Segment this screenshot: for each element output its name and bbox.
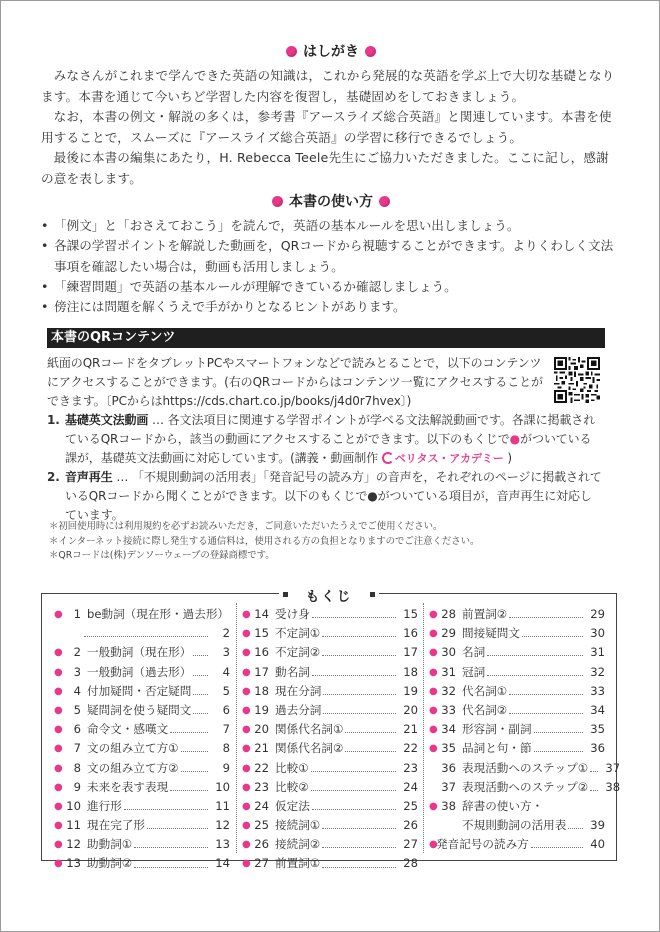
- toc-leader-dots: [124, 809, 208, 810]
- toc-entry[interactable]: [429, 739, 605, 758]
- toc-page-number: 30: [590, 626, 605, 641]
- toc-entry-title: 現在分詞: [275, 683, 322, 698]
- toc-entry-title: 前置詞②: [462, 607, 508, 621]
- toc-bullet-icon: ●: [429, 666, 438, 678]
- toc-entry-number: 6: [73, 722, 81, 737]
- toc-page-number: 33: [590, 683, 605, 698]
- usage-item: • 「例文」と「おさえておこう」を読んで，英語の基本ルールを思い出しましょう。: [41, 216, 621, 236]
- pink-dot-icon: [365, 46, 376, 57]
- toc-entry-number: 10: [66, 798, 81, 813]
- toc-leader-dots: [311, 771, 396, 772]
- veritas-academy-logo: [382, 452, 504, 465]
- toc-bullet-icon: ●: [242, 781, 251, 793]
- toc-leader-dots: [323, 713, 396, 714]
- toc-page-number: 7: [222, 722, 230, 737]
- qr-item-text: … 「不規則動詞の活用表」「発音記号の読み方」の音声を，それぞれのページに掲載されているQRコードから聞くことができます。以下のもくじで●がついている項目が，音声再生に対応しています。: [65, 470, 602, 522]
- toc-entry-number: 21: [254, 741, 269, 756]
- toc-entry-title: be動詞（現在形・過去形）: [87, 607, 230, 621]
- toc-bullet-icon: ●: [54, 666, 63, 678]
- preface-section: [41, 41, 621, 189]
- qr-note: ＊インターネット接続に際し発生する通信料は，使用される方の負担となりますのでご注意ください。: [49, 535, 480, 547]
- toc-leader-dots: [147, 828, 208, 829]
- toc-bullet-icon: ●: [429, 609, 438, 620]
- toc-page-number: 9: [222, 760, 230, 775]
- qr-item-label: 音声再生: [65, 470, 113, 484]
- toc-entry-number: 36: [441, 760, 456, 775]
- toc-leader-dots: [311, 790, 396, 791]
- toc-entry-title: 文の組み立て方②: [87, 760, 179, 775]
- toc-bullet-icon: ●: [242, 743, 251, 755]
- toc-entry-number: 38: [441, 798, 456, 813]
- qr-notes: [49, 520, 609, 564]
- toc-entry-title: 発音記号の読み方: [436, 837, 529, 852]
- toc-bullet-icon: ●: [54, 704, 63, 716]
- toc-entry[interactable]: [242, 701, 418, 720]
- toc-bullet-icon: [429, 816, 436, 835]
- toc-leader-dots: [170, 790, 208, 791]
- usage-item: • 「練習問題」で英語の基本ルールが理解できているか確認しましょう。: [41, 277, 621, 297]
- toc-entry[interactable]: [54, 835, 230, 854]
- toc-page-number: 6: [222, 702, 230, 717]
- toc-entry[interactable]: [54, 720, 230, 739]
- toc-entry[interactable]: [54, 759, 230, 778]
- toc-page-number: 35: [590, 722, 605, 737]
- toc-bullet-icon: ●: [54, 800, 63, 812]
- toc-entry[interactable]: [54, 624, 230, 643]
- toc-entry-title: 代名詞①: [462, 683, 508, 698]
- toc-entry-number: 20: [254, 722, 269, 737]
- toc-leader-dots: [181, 771, 208, 772]
- toc-entry-title: 動名詞: [275, 664, 310, 679]
- toc-column-divider: [236, 603, 237, 853]
- toc-leader-dots: [193, 713, 208, 714]
- toc-bullet-icon: ●: [242, 762, 251, 774]
- toc-column-divider: [423, 603, 424, 853]
- toc-entry-title: 命令文・感嘆文: [87, 722, 169, 737]
- toc-leader-dots: [134, 867, 208, 868]
- toc-entry-title: 名詞: [462, 645, 486, 660]
- toc-entry-title: 疑問詞を使う疑問文: [87, 702, 192, 717]
- toc-bullet-icon: ●: [242, 685, 251, 697]
- toc-entry-number: 1: [73, 607, 81, 621]
- toc-page-number: 26: [403, 818, 418, 833]
- toc-entry[interactable]: [242, 605, 418, 624]
- toc-entry-title: 接続詞②: [275, 837, 321, 852]
- toc-bullet-icon: ●: [54, 781, 63, 793]
- toc-entry-number: 24: [254, 798, 269, 813]
- toc-page-number: 32: [590, 664, 605, 679]
- toc-entry-number: 19: [254, 702, 269, 717]
- toc-bullet-icon: ●: [242, 724, 251, 736]
- toc-entry-title: 辞書の使い方・: [462, 798, 544, 813]
- toc-bullet-icon: [429, 759, 436, 778]
- toc-leader-dots: [134, 847, 208, 848]
- toc-entry-number: 22: [254, 760, 269, 775]
- toc-entry[interactable]: [429, 643, 605, 662]
- toc-entry-number: 28: [441, 607, 456, 621]
- qr-item-text: がついている課が，基礎英文法動画に対応しています。(講義・動画制作: [65, 432, 592, 465]
- toc-entry-number: 18: [254, 683, 269, 698]
- pink-dot-icon: [272, 196, 283, 207]
- toc-entry[interactable]: [429, 663, 605, 682]
- toc-bullet-icon: ●: [54, 820, 63, 832]
- toc-entry-number: 31: [441, 664, 456, 679]
- usage-item: • 傍注には問題を解くうえで手がかりとなるヒントがあります。: [41, 297, 621, 317]
- toc-leader-dots: [534, 751, 583, 752]
- preface-heading: [41, 41, 621, 63]
- toc-entry[interactable]: [242, 854, 418, 873]
- toc-entry-number: 4: [73, 683, 81, 698]
- qr-item-text: ): [503, 451, 512, 465]
- toc-entry-title: 間接疑問文: [462, 626, 520, 641]
- toc-entry[interactable]: [429, 759, 621, 778]
- toc-page-number: 15: [403, 607, 418, 621]
- toc-bullet-icon: ●: [242, 858, 251, 870]
- toc-entry-title: 表現活動へのステップ①: [462, 760, 589, 775]
- qr-item-video: [47, 411, 603, 468]
- toc-page-number: 29: [590, 607, 605, 621]
- toc-entry-title: 関係代名詞①: [275, 722, 344, 737]
- toc-leader-dots: [193, 655, 208, 656]
- usage-item: • 各課の学習ポイントを解説した動画を，QRコードから視聴することができます。よりくわしく文法事項を確認したい場合は，動画も活用しましょう。: [41, 236, 621, 277]
- toc-entry[interactable]: [429, 682, 605, 701]
- toc-leader-dots: [531, 847, 583, 848]
- toc-leader-dots: [509, 617, 583, 618]
- toc-entry[interactable]: [429, 835, 605, 854]
- toc-bullet-icon: ●: [54, 743, 63, 755]
- toc-bullet-icon: ●: [429, 704, 438, 716]
- toc-entry-title: 未来を表す表現: [87, 779, 169, 794]
- toc-entry[interactable]: [54, 778, 230, 797]
- toc-entry-title: 受け身: [275, 607, 310, 621]
- toc-page-number: 34: [590, 702, 605, 717]
- toc-entry-number: 23: [254, 779, 269, 794]
- toc-entry-title: 品詞と句・節: [462, 741, 532, 756]
- pink-dot-icon: [379, 196, 390, 207]
- toc-entry-number: 27: [254, 856, 269, 871]
- toc-entry-title: 一般動詞（現在形）: [87, 645, 192, 660]
- toc-entry-title: 形容詞・副詞: [462, 722, 532, 737]
- toc-bullet-icon: ●: [429, 839, 438, 851]
- toc-entry-number: 7: [73, 741, 81, 756]
- toc-entry-title: 付加疑問・否定疑問: [87, 683, 192, 698]
- toc-entry[interactable]: [54, 797, 230, 816]
- toc-page-number: 24: [403, 779, 418, 794]
- toc-column: [54, 605, 230, 874]
- toc-entry-number: 14: [254, 607, 269, 621]
- toc-entry-number: 3: [73, 664, 81, 679]
- toc-entry-number: 30: [441, 645, 456, 660]
- toc-entry-title: 不定詞①: [275, 626, 321, 641]
- toc-page-number: 8: [222, 741, 230, 756]
- toc-entry-title: 仮定法: [275, 798, 310, 813]
- toc-page-number: 13: [215, 837, 230, 852]
- toc-entry[interactable]: [242, 663, 418, 682]
- toc-page-number: 40: [590, 837, 605, 852]
- toc-bullet-icon: ●: [429, 800, 438, 812]
- toc-entry-title: 関係代名詞②: [275, 741, 344, 756]
- toc-leader-dots: [487, 675, 583, 676]
- toc-leader-dots: [322, 867, 396, 868]
- toc-bullet-icon: ●: [429, 724, 438, 736]
- toc-entry-number: 35: [441, 741, 456, 756]
- toc-entry[interactable]: [429, 701, 605, 720]
- toc-bullet-icon: ●: [242, 666, 251, 678]
- toc-bullet-icon: ●: [242, 820, 251, 832]
- toc-entry[interactable]: [242, 778, 418, 797]
- toc-entry-number: 9: [73, 779, 81, 794]
- toc-page-number: 20: [403, 702, 418, 717]
- toc-title: もくじ: [279, 585, 379, 605]
- preface-title: はしがき: [303, 44, 359, 60]
- veritas-logo-text: ベリタス・アカデミー: [394, 452, 504, 465]
- toc-entry-number: 33: [441, 702, 456, 717]
- toc-leader-dots: [345, 732, 396, 733]
- toc-entry-title: 現在完了形: [87, 818, 145, 833]
- toc-bullet-icon: [429, 778, 436, 797]
- toc-entry-title: 代名詞②: [462, 702, 508, 717]
- toc-entry[interactable]: [242, 835, 418, 854]
- pink-bullet-icon: ●: [509, 432, 521, 446]
- toc-page-number: 37: [605, 760, 621, 775]
- toc-bullet-icon: ●: [242, 647, 251, 659]
- toc-page-number: 28: [403, 856, 418, 871]
- toc-page-number: 11: [215, 798, 230, 813]
- toc-entry-title: 比較①: [275, 760, 309, 775]
- toc-entry-title: 比較②: [275, 779, 309, 794]
- toc-leader-dots: [323, 694, 396, 695]
- toc-entry-number: 16: [254, 645, 269, 660]
- toc-entry[interactable]: [429, 797, 605, 816]
- toc-entry[interactable]: [242, 624, 418, 643]
- toc-bullet-icon: ●: [54, 724, 63, 736]
- toc-page-number: 14: [215, 856, 230, 871]
- toc-leader-dots: [487, 655, 583, 656]
- toc-bullet-icon: ●: [54, 839, 63, 851]
- toc-entry[interactable]: [54, 701, 230, 720]
- toc-entry-title: 冠詞: [462, 664, 486, 679]
- toc-entry-number: 8: [73, 760, 81, 775]
- toc-entry-title: 接続詞①: [275, 818, 321, 833]
- toc-bullet-icon: ●: [429, 743, 438, 755]
- toc-entry[interactable]: [54, 682, 230, 701]
- toc-entry-number: 25: [254, 818, 269, 833]
- qr-note: ＊初回使用時には利用規約を必ずお読みいただき，ご同意いただいたうえでご使用ください。: [49, 521, 443, 532]
- preface-paragraph: みなさんがこれまで学んできた英語の知識は，これから発展的な英語を学ぶ上で大切な基礎となります。本書を通じて今いちど学習した内容を復習し，基礎固めをしておきましょう。: [41, 68, 615, 104]
- toc-bullet-icon: ●: [54, 762, 63, 774]
- qr-item-number: 1.: [47, 413, 60, 427]
- toc-entry[interactable]: [54, 816, 230, 835]
- toc-page-number: 21: [403, 722, 418, 737]
- toc-page-number: 22: [403, 741, 418, 756]
- toc-entry[interactable]: [429, 778, 621, 797]
- toc-leader-dots: [534, 732, 583, 733]
- toc-leader-dots: [170, 732, 208, 733]
- qr-contents-box: [47, 328, 605, 561]
- qr-code-icon[interactable]: [554, 357, 600, 403]
- toc-entry[interactable]: [429, 816, 605, 835]
- toc-bullet-icon: ●: [429, 647, 438, 659]
- toc-entry-title: 表現活動へのステップ②: [462, 779, 589, 794]
- toc-leader-dots: [509, 713, 583, 714]
- toc-leader-dots: [322, 636, 396, 637]
- toc-leader-dots: [312, 809, 396, 810]
- toc-entry-title: 不規則動詞の活用表: [462, 818, 567, 833]
- toc-leader-dots: [522, 636, 583, 637]
- toc-entry[interactable]: [242, 816, 418, 835]
- toc-page-number: 3: [222, 645, 230, 660]
- toc-entry-number: 17: [254, 664, 269, 679]
- toc-page-number: 18: [403, 664, 418, 679]
- toc-page-number: 16: [403, 626, 418, 641]
- toc-column: [429, 605, 621, 854]
- toc-leader-dots: [312, 675, 396, 676]
- toc-leader-dots: [590, 790, 598, 791]
- toc-entry-title: 不定詞②: [275, 645, 321, 660]
- toc-entry[interactable]: [429, 720, 605, 739]
- toc-entry-number: 2: [73, 645, 81, 660]
- toc-page-number: 4: [222, 664, 230, 679]
- toc-page-number: 39: [590, 818, 605, 833]
- toc-entry[interactable]: [54, 854, 230, 873]
- toc-entry[interactable]: [54, 605, 230, 624]
- toc-leader-dots: [322, 828, 396, 829]
- toc-bullet-icon: ●: [242, 800, 251, 812]
- qr-item-text: … 各文法項目に関連する学習ポイントが学べる文法解説動画です。各課に掲載されているQRコードから，該当の動画にアクセスすることができます。以下のもくじで: [65, 413, 596, 446]
- toc-entry-title: 過去分詞: [275, 702, 322, 717]
- usage-section: [41, 191, 621, 317]
- toc-entry[interactable]: [54, 643, 230, 662]
- toc-bullet-icon: ●: [54, 609, 63, 620]
- table-of-contents: [41, 589, 621, 871]
- toc-page-number: 12: [215, 818, 230, 833]
- toc-leader-dots: [590, 771, 598, 772]
- qr-note: ＊QRコードは(株)デンソーウェーブの登録商標です。: [49, 550, 275, 561]
- toc-bullet-icon: ●: [242, 704, 251, 716]
- toc-page-number: 19: [403, 683, 418, 698]
- toc-entry[interactable]: [242, 720, 418, 739]
- toc-page-number: 27: [403, 837, 418, 852]
- toc-entry[interactable]: [242, 643, 418, 662]
- toc-leader-dots: [509, 694, 583, 695]
- toc-page-number: 31: [590, 645, 605, 660]
- toc-entry-number: 32: [441, 683, 456, 698]
- toc-entry-title: 助動詞①: [87, 837, 133, 852]
- toc-leader-dots: [193, 675, 208, 676]
- toc-page-number: 25: [403, 798, 418, 813]
- toc-entry-title: 助動詞②: [87, 856, 133, 871]
- toc-entry-number: 13: [66, 856, 81, 871]
- toc-page-number: 36: [590, 741, 605, 756]
- toc-entry[interactable]: [242, 682, 418, 701]
- toc-entry-number: 12: [66, 837, 81, 852]
- toc-entry-number: 11: [66, 818, 81, 833]
- preface-paragraph: 最後に本書の編集にあたり，H. Rebecca Teele先生にご協力いただきました。ここに記し，感謝の意を表します。: [41, 150, 609, 186]
- qr-items: [47, 411, 603, 525]
- toc-bullet-icon: ●: [429, 628, 438, 640]
- qr-intro: 紙面のQRコードをタブレットPCやスマートフォンなどで読みとることで，以下のコンテンツにアクセスすることができます。(右のQRコードからはコンテンツ一覧にアクセスすることができます。〔PCからはhttps://cds.chart.co.jp/books/j4d0r7hvex〕): [47, 356, 543, 408]
- qr-item-audio: [47, 468, 603, 525]
- toc-entry[interactable]: [54, 663, 230, 682]
- toc-entry-title: 前置詞①: [275, 856, 321, 871]
- toc-leader-dots: [312, 617, 396, 618]
- qr-item-label: 基礎英文法動画: [65, 413, 149, 427]
- toc-entry-number: 26: [254, 837, 269, 852]
- veritas-logo-icon: [382, 452, 394, 464]
- toc-entry-title: 一般動詞（過去形）: [87, 664, 192, 679]
- toc-entry[interactable]: [242, 739, 418, 758]
- toc-bullet-icon: ●: [242, 628, 251, 640]
- toc-entry-number: 5: [73, 702, 81, 717]
- toc-entry[interactable]: [242, 797, 418, 816]
- toc-bullet-icon: ●: [429, 685, 438, 697]
- toc-leader-dots: [322, 655, 396, 656]
- toc-bullet-icon: ●: [242, 839, 251, 851]
- toc-leader-dots: [322, 847, 396, 848]
- toc-leader-dots: [345, 751, 396, 752]
- toc-leader-dots: [181, 751, 208, 752]
- toc-leader-dots: [84, 636, 208, 637]
- toc-entry[interactable]: [429, 605, 605, 624]
- toc-page-number: 2: [222, 626, 230, 641]
- toc-page-number: 38: [605, 779, 621, 794]
- toc-entry-number: 15: [254, 626, 269, 641]
- toc-page-number: 17: [403, 645, 418, 660]
- usage-title: 本書の使い方: [289, 194, 373, 210]
- toc-leader-dots: [568, 828, 583, 829]
- toc-entry-number: 37: [441, 779, 456, 794]
- qr-item-number: 2.: [47, 470, 60, 484]
- toc-column: [242, 605, 418, 874]
- toc-bullet-icon: ●: [54, 685, 63, 697]
- toc-page-number: 10: [215, 779, 230, 794]
- pink-dot-icon: [286, 46, 297, 57]
- usage-heading: [41, 191, 621, 213]
- toc-entry-number: 29: [441, 626, 456, 641]
- toc-bullet-icon: ●: [54, 858, 63, 870]
- toc-page-number: 5: [222, 683, 230, 698]
- toc-entry-number: 34: [441, 722, 456, 737]
- toc-page-number: 23: [403, 760, 418, 775]
- usage-list: [41, 216, 621, 317]
- toc-leader-dots: [193, 694, 208, 695]
- toc-entry-title: 文の組み立て方①: [87, 741, 179, 756]
- toc-bullet-icon: ●: [54, 647, 63, 659]
- toc-entry-title: 進行形: [87, 798, 122, 813]
- toc-bullet-icon: ●: [242, 609, 251, 620]
- preface-paragraph: なお，本書の例文・解説の多くは，参考書『アースライズ総合英語』と関連しています。本書を使用することで，スムーズに『アースライズ総合英語』の学習に移行できるでしょう。: [41, 109, 612, 145]
- toc-entry[interactable]: [242, 759, 418, 778]
- qr-contents-title: 本書のQRコンテンツ: [47, 328, 605, 348]
- toc-entry[interactable]: [54, 739, 230, 758]
- toc-entry[interactable]: [429, 624, 605, 643]
